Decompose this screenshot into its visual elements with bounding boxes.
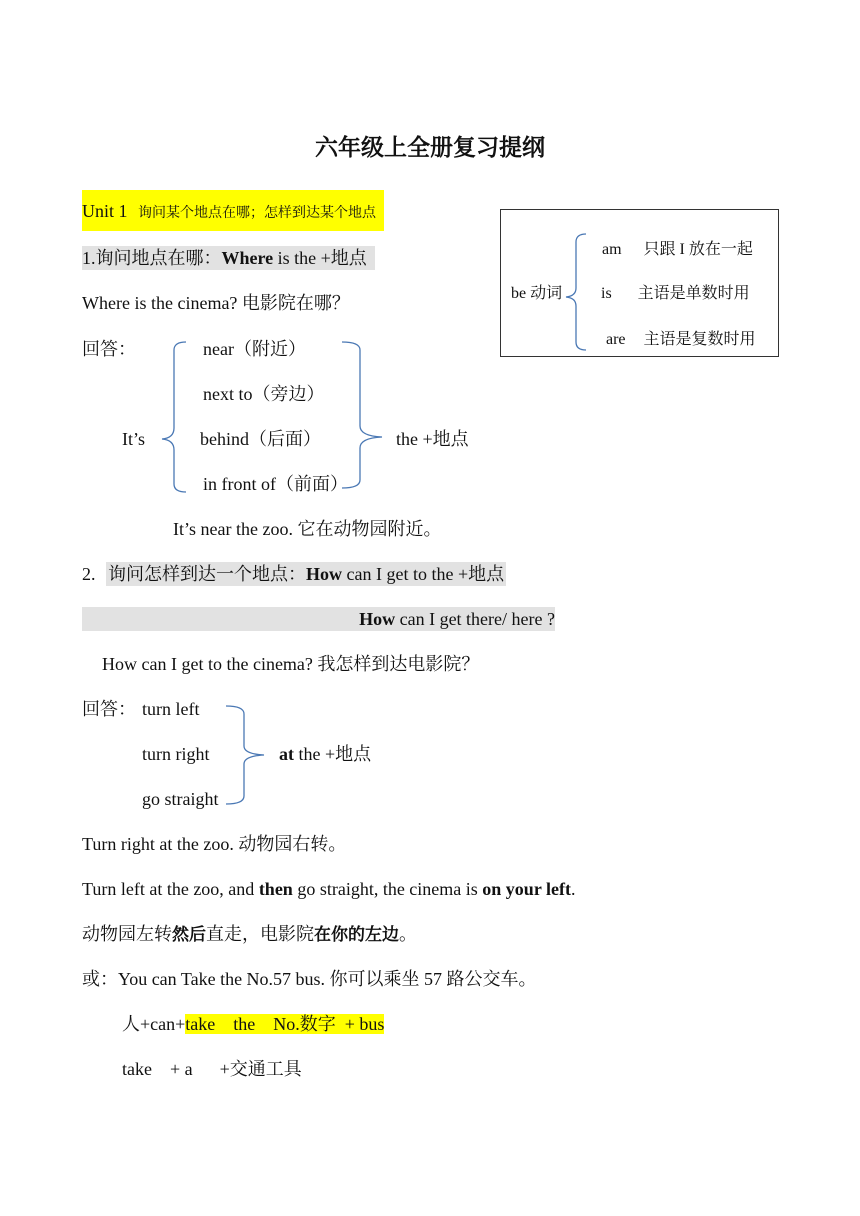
be-row-is	[601, 282, 750, 306]
section2-alt-question	[82, 607, 555, 631]
section2-keyword: How	[306, 564, 342, 584]
left-brace-icon	[562, 230, 592, 354]
direction-turn-left: turn left	[142, 699, 200, 719]
section2-alt-rest: can I get there/ here ?	[395, 609, 555, 629]
section2-answer-label: 回答：	[82, 699, 136, 719]
section2-number: 2.	[82, 564, 96, 584]
section2-heading-cn: 询问怎样到达一个地点：	[108, 564, 306, 584]
section2-or-line: 或：You can Take the No.57 bus. 你可以乘坐 57 路公交车。	[82, 969, 537, 989]
page-title: 六年级上全册复习提纲	[315, 135, 545, 161]
be-verb-label: be 动词	[511, 285, 563, 302]
be-desc-are: 主语是复数时用	[643, 331, 756, 348]
cn-text: 动物园左转	[82, 924, 172, 944]
be-verb-am: am	[602, 241, 622, 258]
sample2-on-your-left: on your left	[482, 879, 571, 899]
section2-sample1: Turn right at the zoo. 动物园右转。	[82, 834, 347, 854]
transport-formula2: take + a +交通工具	[122, 1059, 302, 1079]
section1-number: 1.	[82, 248, 96, 268]
prep-next-to: next to（旁边）	[203, 384, 325, 404]
right-brace-icon	[224, 702, 274, 812]
prep-in-front-of: in front of（前面）	[203, 474, 348, 494]
section1-heading	[82, 246, 375, 270]
be-row-am	[602, 238, 753, 262]
cn-period: 。	[399, 924, 417, 944]
cn-on-your-left: 在你的左边	[314, 925, 399, 945]
section2-alt-keyword: How	[359, 609, 396, 629]
be-desc-is: 主语是单数时用	[637, 285, 750, 302]
section1-example: Where is the cinema? 电影院在哪？	[82, 293, 350, 313]
section2-target-rest: the +地点	[294, 744, 372, 764]
its-label: It’s	[122, 429, 146, 449]
sample2-period: .	[570, 879, 576, 899]
right-brace-icon	[340, 338, 390, 498]
left-brace-icon	[150, 338, 190, 498]
direction-go-straight: go straight	[142, 789, 219, 809]
section1-answer-label: 回答：	[82, 339, 136, 359]
cn-text: 直走，电影院	[206, 924, 314, 944]
be-verb-are: are	[606, 331, 626, 348]
prep-near: near（附近）	[203, 339, 306, 359]
unit-description: 询问某个地点在哪；怎样到达某个地点	[138, 206, 377, 221]
section2-heading	[106, 562, 506, 586]
prep-behind: behind（后面）	[200, 429, 321, 449]
section2-heading-rest: can I get to the +地点	[342, 564, 505, 584]
sample2-then: then	[258, 879, 293, 899]
unit-label: Unit 1	[82, 201, 128, 221]
cn-then: 然后	[172, 925, 206, 945]
section2-sample2-cn	[82, 922, 417, 947]
section2-sample2	[82, 877, 575, 901]
section2-target	[279, 742, 371, 766]
unit-header	[82, 190, 384, 231]
section2-target-keyword: at	[279, 744, 294, 764]
section1-target: the +地点	[396, 429, 469, 449]
sample2-text: go straight, the cinema is	[292, 879, 483, 899]
direction-turn-right: turn right	[142, 744, 210, 764]
be-desc-am: 只跟 I 放在一起	[643, 241, 753, 258]
section1-keyword: Where	[221, 248, 274, 268]
be-verb-is: is	[601, 285, 612, 302]
formula-subject: 人+can+	[122, 1014, 186, 1034]
sample2-text: Turn left at the zoo, and	[82, 879, 259, 899]
section2-example: How can I get to the cinema? 我怎样到达电影院？	[102, 654, 480, 674]
section1-sample: It’s near the zoo. 它在动物园附近。	[173, 519, 442, 539]
formula-take-bus: take the No.数字 + bus	[185, 1014, 385, 1034]
section1-heading-rest: is the +地点	[273, 248, 367, 268]
be-row-are	[606, 328, 756, 352]
section1-heading-cn: 询问地点在哪：	[95, 248, 222, 268]
transport-formula	[122, 1012, 384, 1036]
